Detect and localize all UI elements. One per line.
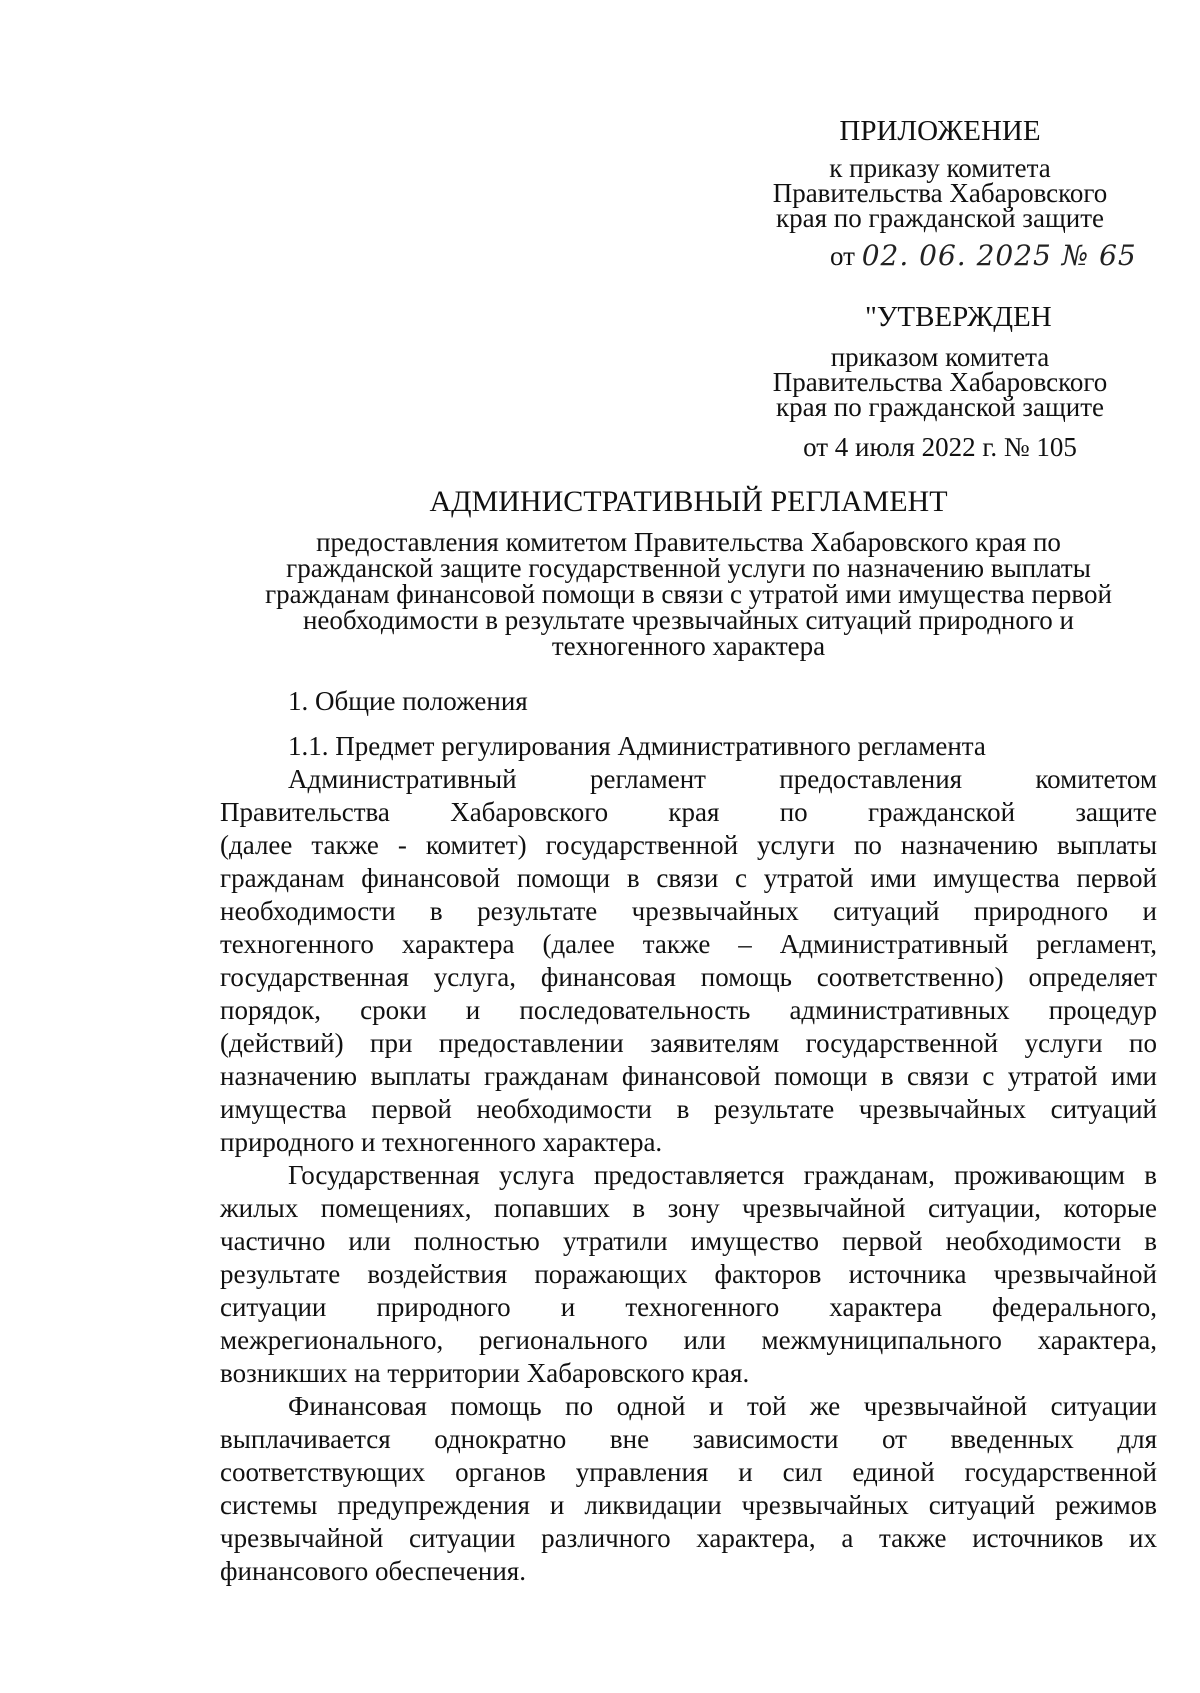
paragraph-line: природного и техногенного характера. bbox=[220, 1127, 663, 1157]
approved-line-1: приказом комитета bbox=[830, 342, 1050, 372]
subtitle-line: гражданской защите государственной услуги по назначению выплаты bbox=[286, 553, 1091, 583]
appendix-line-2: Правительства Хабаровского bbox=[772, 178, 1108, 208]
paragraph-line: жилых помещениях, попавших в зону чрезвычайной ситуации, которые bbox=[220, 1193, 1157, 1223]
appendix-date bbox=[830, 239, 1137, 272]
paragraph-line: возникших на территории Хабаровского края. bbox=[220, 1358, 750, 1388]
paragraph-line: выплачивается однократно вне зависимости от введенных для bbox=[220, 1424, 1157, 1454]
paragraph-line: имущества первой необходимости в результате чрезвычайных ситуаций bbox=[220, 1094, 1157, 1124]
approved-line-3: края по гражданской защите bbox=[776, 392, 1104, 422]
paragraph-line: ситуации природного и техногенного характера федерального, bbox=[220, 1292, 1157, 1322]
document-title: АДМИНИСТРАТИВНЫЙ РЕГЛАМЕНТ bbox=[429, 485, 948, 518]
paragraph-line: государственная услуга, финансовая помощь соответственно) определяет bbox=[220, 962, 1157, 992]
paragraph-line: порядок, сроки и последовательность административных процедур bbox=[220, 995, 1157, 1025]
subtitle-line: техногенного характера bbox=[551, 631, 826, 661]
paragraph-line: назначению выплаты гражданам финансовой помощи в связи с утратой ими bbox=[220, 1061, 1157, 1091]
paragraph-line: (далее также - комитет) государственной услуги по назначению выплаты bbox=[220, 830, 1157, 860]
paragraph-line: системы предупреждения и ликвидации чрезвычайных ситуаций режимов bbox=[220, 1490, 1157, 1520]
paragraph-line: техногенного характера (далее также – Административный регламент, bbox=[220, 929, 1157, 959]
approved-line-2: Правительства Хабаровского bbox=[772, 367, 1108, 397]
paragraph-line: (действий) при предоставлении заявителям государственной услуги по bbox=[220, 1028, 1157, 1058]
appendix-heading: ПРИЛОЖЕНИЕ bbox=[839, 115, 1041, 147]
paragraph-line: необходимости в результате чрезвычайных ситуаций природного и bbox=[220, 896, 1157, 926]
paragraph-line: частично или полностью утратили имущество первой необходимости в bbox=[220, 1226, 1157, 1256]
subtitle-line: необходимости в результате чрезвычайных ситуаций природного и bbox=[302, 605, 1074, 635]
appendix-line-3: края по гражданской защите bbox=[776, 203, 1104, 233]
approved-date: от 4 июля 2022 г. № 105 bbox=[803, 432, 1077, 462]
paragraph-line: гражданам финансовой помощи в связи с утратой ими имущества первой bbox=[220, 863, 1157, 893]
paragraph-line: чрезвычайной ситуации различного характера, а также источников их bbox=[220, 1523, 1157, 1553]
paragraph-line: Финансовая помощь по одной и той же чрезвычайной ситуации bbox=[288, 1391, 1157, 1421]
paragraph-line: соответствующих органов управления и сил единой государственной bbox=[220, 1457, 1157, 1487]
appendix-line-1: к приказу комитета bbox=[829, 153, 1051, 183]
paragraph-line: Административный регламент предоставления комитетом bbox=[288, 764, 1157, 794]
paragraph-line: результате воздействия поражающих факторов источника чрезвычайной bbox=[220, 1259, 1157, 1289]
paragraph-line: Государственная услуга предоставляется гражданам, проживающим в bbox=[288, 1160, 1157, 1190]
approved-heading: "УТВЕРЖДЕН bbox=[865, 301, 1052, 333]
subtitle-line: предоставления комитетом Правительства Хабаровского края по bbox=[316, 527, 1061, 557]
subtitle-line: гражданам финансовой помощи в связи с утратой ими имущества первой bbox=[265, 579, 1112, 609]
paragraph-line: межрегионального, регионального или межмуниципального характера, bbox=[220, 1325, 1157, 1355]
paragraph-line: финансового обеспечения. bbox=[220, 1556, 526, 1586]
paragraph-line: Правительства Хабаровского края по гражданской защите bbox=[220, 797, 1157, 827]
appendix-date-prefix: от bbox=[830, 241, 855, 271]
section-heading: 1. Общие положения bbox=[288, 686, 528, 716]
subsection-heading: 1.1. Предмет регулирования Административного регламента bbox=[288, 731, 986, 761]
appendix-date-handwritten: 02. 06. 2025 № 65 bbox=[861, 239, 1137, 272]
